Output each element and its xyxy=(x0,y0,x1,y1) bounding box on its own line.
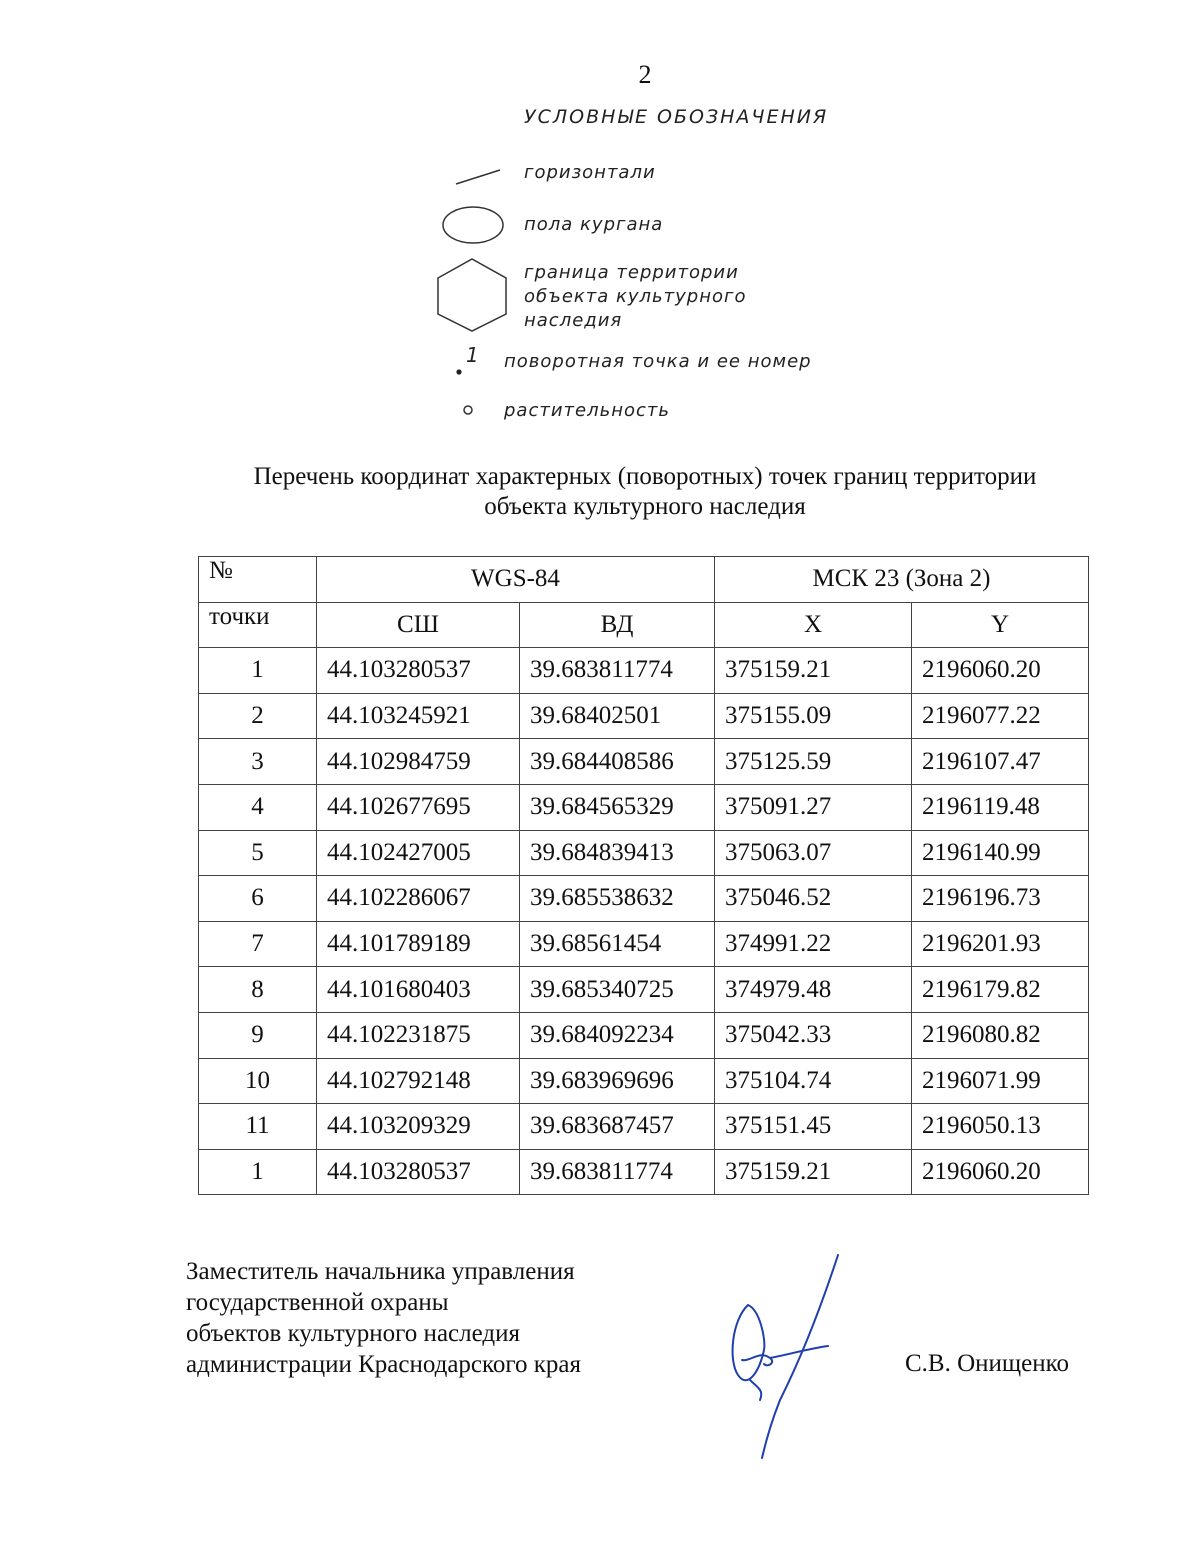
cell-point-no: 3 xyxy=(199,739,317,785)
cell-x: 375063.07 xyxy=(715,830,912,876)
cell-lon: 39.684408586 xyxy=(520,739,715,785)
cell-x: 375104.74 xyxy=(715,1058,912,1104)
coordinates-table xyxy=(198,556,1089,1195)
header-x: X xyxy=(715,602,912,648)
cell-lat: 44.102231875 xyxy=(317,1012,520,1058)
cell-lat: 44.103280537 xyxy=(317,648,520,694)
position-line-2: государственной охраны xyxy=(186,1289,449,1316)
cell-x: 375151.45 xyxy=(715,1104,912,1150)
cell-lon: 39.685340725 xyxy=(520,967,715,1013)
table-row xyxy=(199,1058,1089,1104)
cell-x: 375125.59 xyxy=(715,739,912,785)
contour-line-icon xyxy=(452,164,504,188)
header-point-label: точки xyxy=(199,602,317,648)
table-row xyxy=(199,830,1089,876)
position-line-4: администрации Краснодарского края xyxy=(186,1351,582,1378)
cell-x: 375046.52 xyxy=(715,876,912,922)
page-number: 2 xyxy=(638,60,652,89)
cell-point-no: 5 xyxy=(199,830,317,876)
position-line-3: объектов культурного наследия xyxy=(186,1320,520,1347)
legend-boundary-line-3: наследия xyxy=(524,310,623,331)
cell-lat: 44.103245921 xyxy=(317,693,520,739)
cell-y: 2196071.99 xyxy=(912,1058,1089,1104)
table-row xyxy=(199,739,1089,785)
legend-item-territory-boundary xyxy=(524,261,746,333)
cell-x: 375155.09 xyxy=(715,693,912,739)
table-row xyxy=(199,876,1089,922)
circle-icon xyxy=(460,402,476,418)
cell-y: 2196201.93 xyxy=(912,921,1089,967)
cell-point-no: 6 xyxy=(199,876,317,922)
header-msk23: МСК 23 (Зона 2) xyxy=(715,557,1089,603)
legend-boundary-line-1: граница территории xyxy=(524,262,739,283)
cell-x: 375042.33 xyxy=(715,1012,912,1058)
cell-lat: 44.103280537 xyxy=(317,1149,520,1195)
cell-lon: 39.684839413 xyxy=(520,830,715,876)
legend-item-barrow-floor: пола кургана xyxy=(524,214,664,235)
cell-y: 2196060.20 xyxy=(912,648,1089,694)
cell-x: 375159.21 xyxy=(715,648,912,694)
cell-lat: 44.102984759 xyxy=(317,739,520,785)
ellipse-icon xyxy=(440,203,506,247)
cell-point-no: 10 xyxy=(199,1058,317,1104)
table-row xyxy=(199,1104,1089,1150)
cell-lat: 44.102792148 xyxy=(317,1058,520,1104)
table-row xyxy=(199,967,1089,1013)
legend-item-contours: горизонтали xyxy=(524,162,656,183)
cell-y: 2196140.99 xyxy=(912,830,1089,876)
cell-point-no: 1 xyxy=(199,1149,317,1195)
table-row xyxy=(199,1149,1089,1195)
header-point-no: № xyxy=(199,557,317,603)
cell-y: 2196077.22 xyxy=(912,693,1089,739)
list-title-line-1: Перечень координат характерных (поворотных) точек границ территории xyxy=(253,463,1037,490)
cell-point-no: 9 xyxy=(199,1012,317,1058)
cell-lon: 39.683687457 xyxy=(520,1104,715,1150)
cell-y: 2196179.82 xyxy=(912,967,1089,1013)
cell-lat: 44.102677695 xyxy=(317,784,520,830)
cell-y: 2196196.73 xyxy=(912,876,1089,922)
cell-y: 2196050.13 xyxy=(912,1104,1089,1150)
list-title-line-2: объекта культурного наследия xyxy=(484,493,806,520)
hexagon-icon xyxy=(434,256,510,334)
cell-lat: 44.101789189 xyxy=(317,921,520,967)
header-lat: СШ xyxy=(317,602,520,648)
table-row xyxy=(199,784,1089,830)
header-lon: ВД xyxy=(520,602,715,648)
cell-x: 375091.27 xyxy=(715,784,912,830)
cell-y: 2196060.20 xyxy=(912,1149,1089,1195)
cell-point-no: 7 xyxy=(199,921,317,967)
table-row xyxy=(199,648,1089,694)
legend-item-turning-point: поворотная точка и ее номер xyxy=(504,351,812,372)
signatory-name: С.В. Онищенко xyxy=(905,1350,1070,1377)
legend-item-vegetation: растительность xyxy=(504,400,670,421)
cell-lat: 44.103209329 xyxy=(317,1104,520,1150)
cell-lon: 39.684092234 xyxy=(520,1012,715,1058)
cell-lon: 39.683811774 xyxy=(520,1149,715,1195)
point-marker-number: 1 xyxy=(466,343,480,367)
cell-lat: 44.101680403 xyxy=(317,967,520,1013)
cell-lon: 39.68402501 xyxy=(520,693,715,739)
cell-y: 2196080.82 xyxy=(912,1012,1089,1058)
cell-point-no: 1 xyxy=(199,648,317,694)
table-header-row-groups xyxy=(199,557,1089,603)
cell-lat: 44.102286067 xyxy=(317,876,520,922)
table-row xyxy=(199,921,1089,967)
position-line-1: Заместитель начальника управления xyxy=(186,1258,575,1285)
cell-point-no: 8 xyxy=(199,967,317,1013)
cell-lat: 44.102427005 xyxy=(317,830,520,876)
cell-lon: 39.685538632 xyxy=(520,876,715,922)
cell-point-no: 11 xyxy=(199,1104,317,1150)
legend-title: УСЛОВНЫЕ ОБОЗНАЧЕНИЯ xyxy=(524,106,829,128)
header-y: Y xyxy=(912,602,1089,648)
cell-point-no: 4 xyxy=(199,784,317,830)
header-wgs84: WGS-84 xyxy=(317,557,715,603)
signatory-position xyxy=(186,1256,581,1380)
cell-lon: 39.683811774 xyxy=(520,648,715,694)
table-row xyxy=(199,1012,1089,1058)
table-row xyxy=(199,693,1089,739)
cell-point-no: 2 xyxy=(199,693,317,739)
cell-x: 374991.22 xyxy=(715,921,912,967)
point-marker-icon xyxy=(452,360,466,380)
handwritten-signature xyxy=(720,1250,860,1465)
coordinates-list-title xyxy=(0,462,1200,522)
cell-lon: 39.684565329 xyxy=(520,784,715,830)
cell-y: 2196107.47 xyxy=(912,739,1089,785)
legend-boundary-line-2: объекта культурного xyxy=(524,286,747,307)
cell-y: 2196119.48 xyxy=(912,784,1089,830)
cell-x: 374979.48 xyxy=(715,967,912,1013)
table-header-row-cols xyxy=(199,602,1089,648)
cell-lon: 39.68561454 xyxy=(520,921,715,967)
cell-lon: 39.683969696 xyxy=(520,1058,715,1104)
cell-x: 375159.21 xyxy=(715,1149,912,1195)
